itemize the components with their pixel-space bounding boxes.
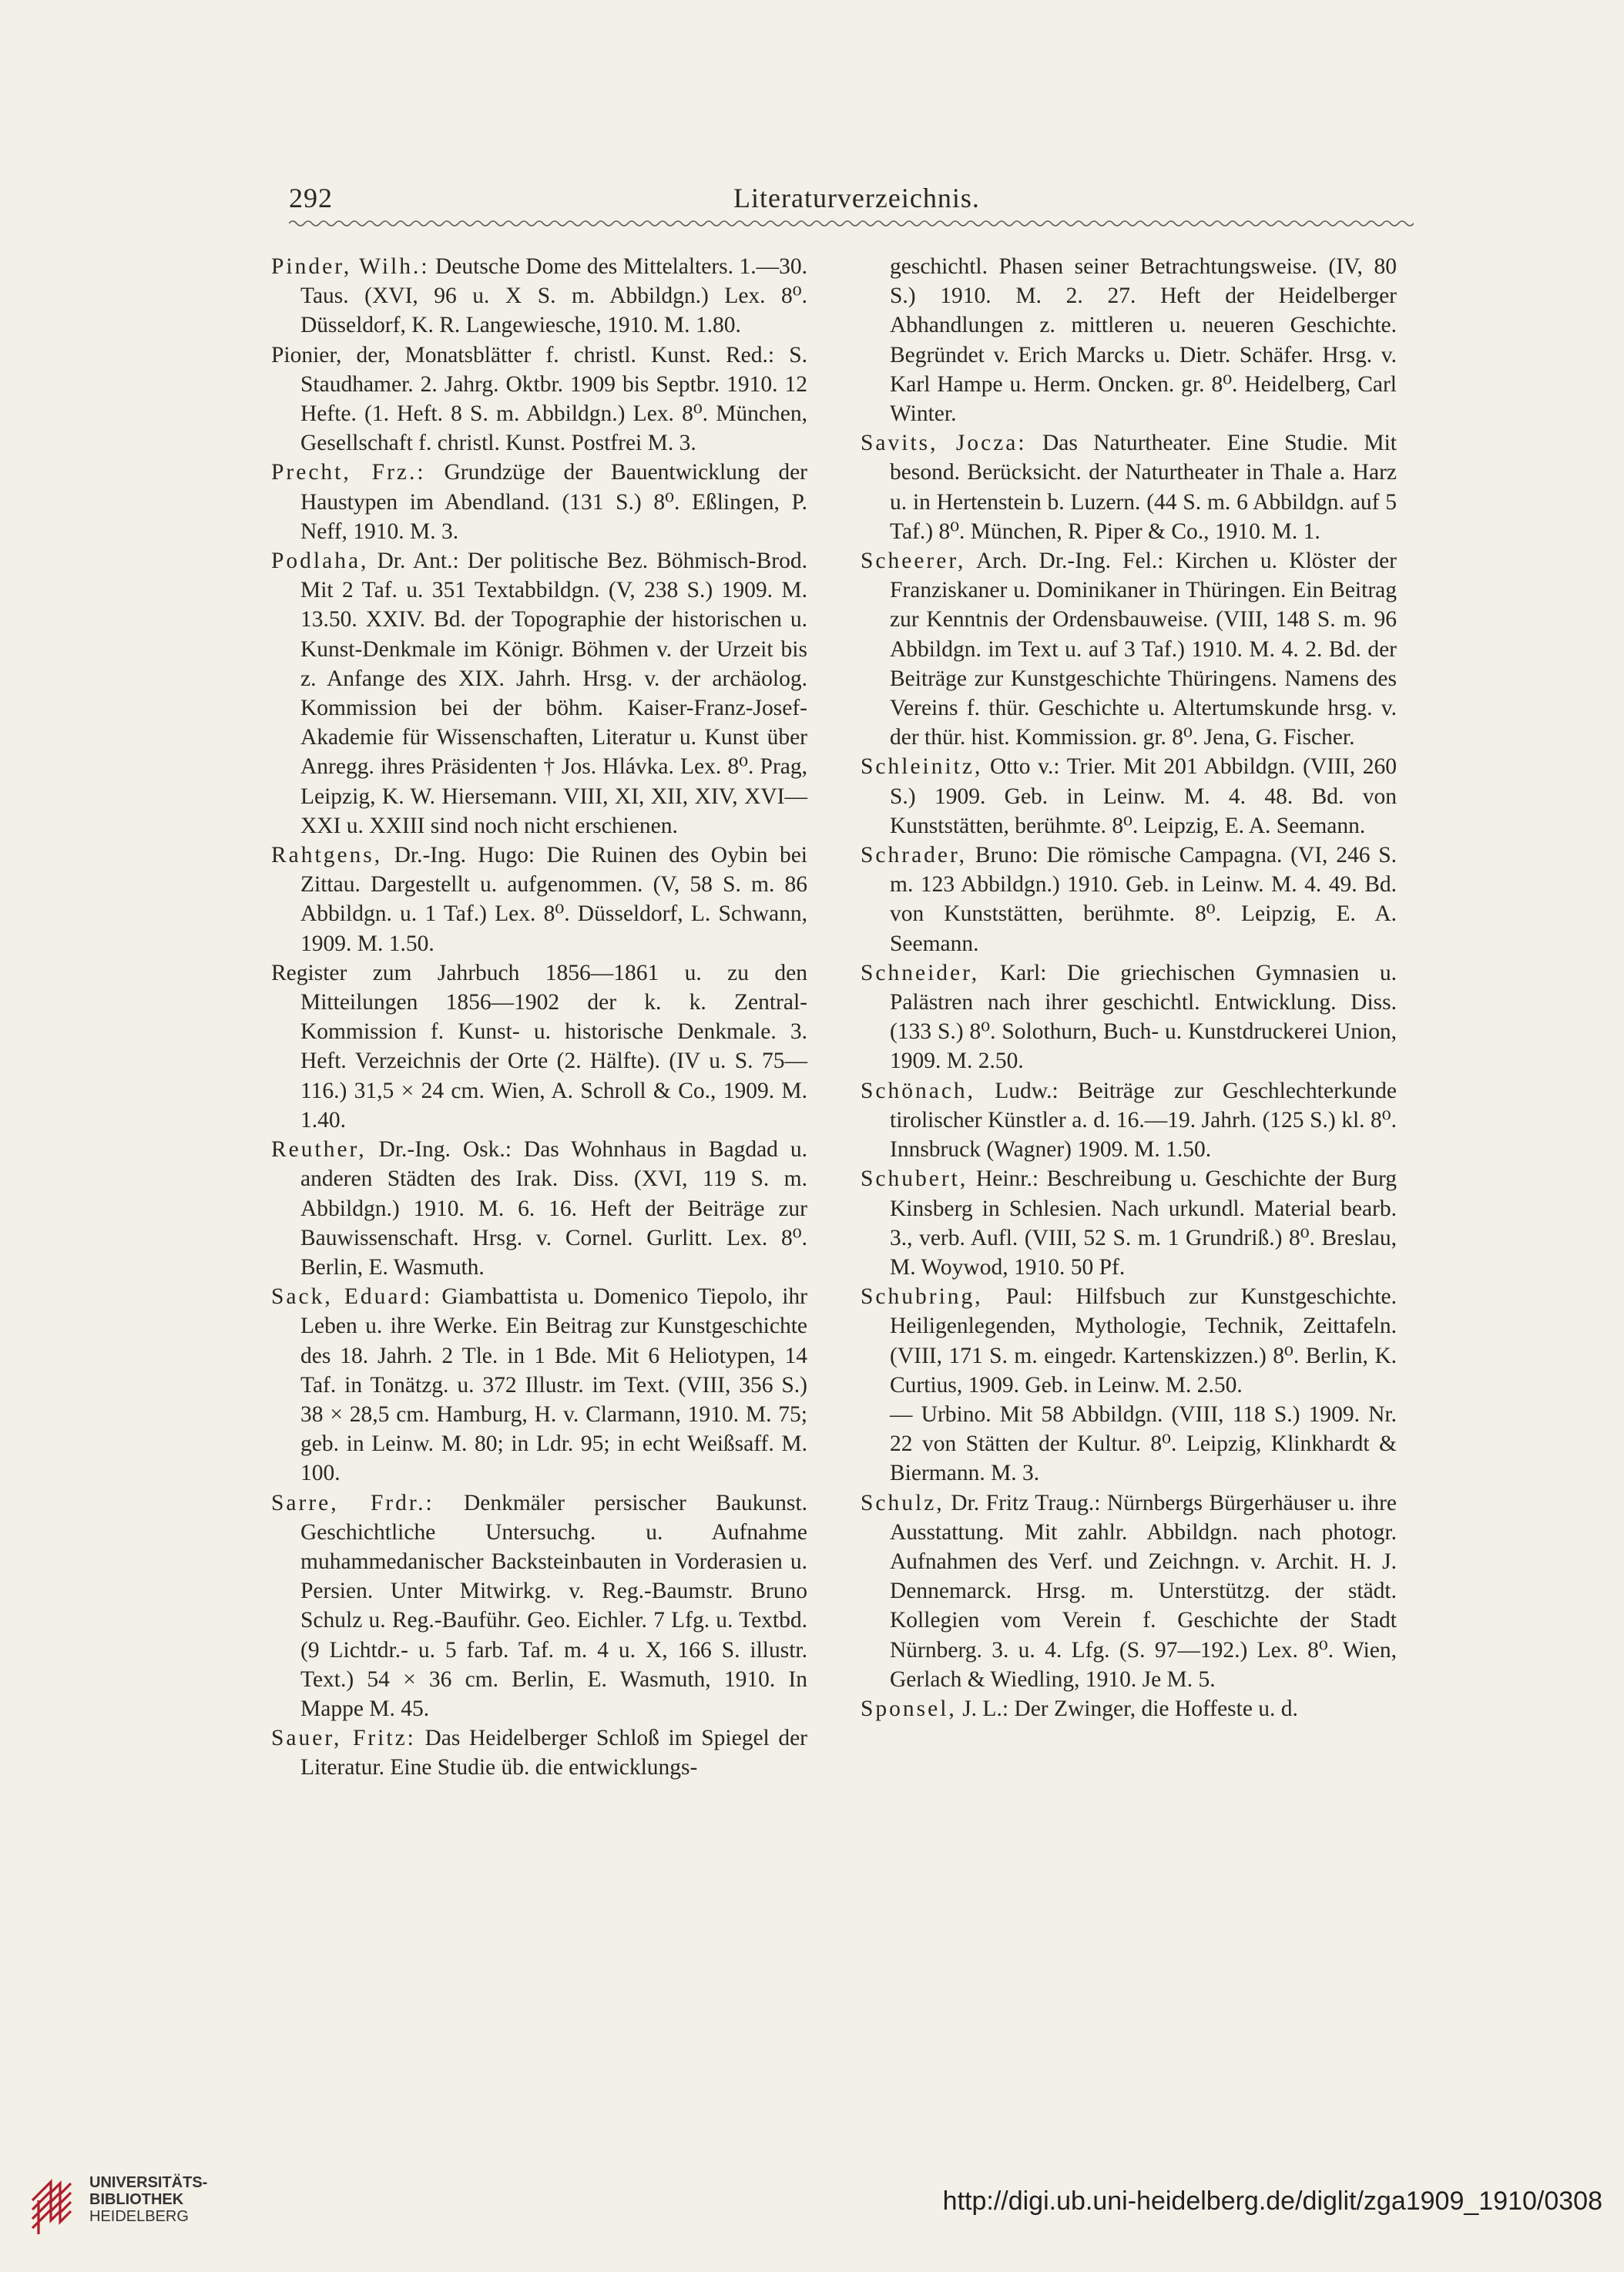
- library-name-line1: UNIVERSITÄTS-: [89, 2174, 208, 2191]
- university-library-logo-icon: [28, 2170, 79, 2239]
- entry-text: Bruno: Die römische Campagna. (VI, 246 S. m. 123 Abbildgn.) 1910. Geb. in Leinw. M. 4. 49. Bd. von Kunststätten, berühmte. 8⁰. Leipzig, E. A. Seemann.: [890, 843, 1397, 956]
- entry-text: Otto v.: Trier. Mit 201 Abbildgn. (VIII, 260 S.) 1909. Geb. in Leinw. M. 4. 48. Bd. von Kunststätten, berühmte. 8⁰. Leipzig, E. A. Seemann.: [890, 754, 1397, 838]
- entry-text: Ludw.: Beiträge zur Geschlechterkunde tirolischer Künstler a. d. 16.—19. Jahrh. (125 S.) kl. 8⁰. Innsbruck (Wagner) 1909. M. 1.50.: [890, 1078, 1397, 1163]
- bibliography-entry: [861, 841, 1397, 958]
- bibliography-entry: [271, 841, 807, 958]
- entry-text: Dr. Ant.: Der politische Bez. Böhmisch-Brod. Mit 2 Taf. u. 351 Textabbildgn. (V, 238 S.) 1909. M. 13.50. XXIV. Bd. der Topographie der historischen u. Kunst-Denkmale im Königr. Böhmen v. der Urzeit bis z. Anfange des XIX. Jahrh. Hrsg. v. der archäolog. Kommission bei der böhm. Kaiser-Franz-Josef-Akademie für Wissenschaften, Literatur u. Kunst über Anregg. ihres Präsidenten † Jos. Hlávka. Lex. 8⁰. Prag, Leipzig, K. W. Hiersemann. VIII, XI, XII, XIV, XVI—XXI u. XXIII sind noch nicht erschienen.: [300, 549, 807, 838]
- library-name-line2: BIBLIOTHEK: [89, 2191, 184, 2208]
- left-column: [271, 252, 807, 1783]
- bibliography-entry: [271, 458, 807, 546]
- entry-author: Schneider,: [861, 960, 980, 985]
- bibliography-entry: [861, 752, 1397, 841]
- bibliography-entry: [271, 958, 807, 1135]
- entry-author: Schubring,: [861, 1284, 983, 1310]
- entry-text: Dr. Fritz Traug.: Nürnbergs Bürgerhäuser u. ihre Ausstattung. Mit zahlr. Abbildgn. nach photogr. Aufnahmen des Verf. und Zeichngn. v. Archit. H. J. Dennemarck. Hrsg. m. Unterstützg. der städt. Kollegien vom Verein f. Geschichte der Stadt Nürnberg. 3. u. 4. Lfg. (S. 97—192.) Lex. 8⁰. Wien, Gerlach & Wiedling, 1910. Je M. 5.: [890, 1490, 1397, 1692]
- library-name: [89, 2174, 207, 2225]
- right-column: [861, 252, 1397, 1723]
- entry-text: geschichtl. Phasen seiner Betrachtungsweise. (IV, 80 S.) 1910. M. 2. 27. Heft der Heidelberger Abhandlungen z. mittleren u. neueren Geschichte. Begründet v. Erich Marcks u. Dietr. Schäfer. Hrsg. v. Karl Hampe u. Herm. Oncken. gr. 8⁰. Heidelberg, Carl Winter.: [890, 254, 1397, 427]
- entry-text: Heinr.: Beschreibung u. Geschichte der Burg Kinsberg in Schlesien. Nach urkundl. Material bearb. 3., verb. Aufl. (VIII, 52 S. m. 1 Grundriß.) 8⁰. Breslau, M. Woywod, 1910. 50 Pf.: [890, 1166, 1397, 1280]
- bibliography-entry: [271, 341, 807, 458]
- page-number: 292: [289, 183, 333, 213]
- bibliography-entry: [861, 252, 1397, 428]
- bibliography-entry: [861, 1400, 1397, 1488]
- entry-author: Sack, Eduard:: [271, 1284, 433, 1310]
- entry-text: Das Naturtheater. Eine Studie. Mit besond. Berücksicht. der Naturtheater in Thale a. Harz u. in Hertenstein b. Luzern. (44 S. m. 6 Abbildgn. auf 5 Taf.) 8⁰. München, R. Piper & Co., 1910. M. 1.: [890, 431, 1397, 544]
- entry-text: Arch. Dr.-Ing. Fel.: Kirchen u. Klöster der Franziskaner u. Dominikaner in Thüringen. Ein Beitrag zur Kenntnis der Ordensbauweise. (VIII, 148 S. m. 96 Abbildgn. im Text u. auf 3 Taf.) 1910. M. 4. 2. Bd. der Beiträge zur Kunstgeschichte Thüringens. Namens des Vereins f. thür. Geschichte u. Altertumskunde hrsg. v. der thür. hist. Kommission. gr. 8⁰. Jena, G. Fischer.: [890, 549, 1397, 750]
- entry-author: Schönach,: [861, 1078, 976, 1103]
- entry-author: Precht, Frz.:: [271, 460, 426, 485]
- entry-author: Schleinitz,: [861, 754, 983, 780]
- bibliography-entry: [271, 546, 807, 841]
- bibliography-entry: [861, 1076, 1397, 1165]
- bibliography-entry: [861, 1488, 1397, 1694]
- entry-text: J. L.: Der Zwinger, die Hoffeste u. d.: [956, 1696, 1298, 1721]
- source-url-link[interactable]: http://digi.ub.uni-heidelberg.de/diglit/zga1909_1910/0308: [942, 2186, 1602, 2216]
- entry-author: Sauer, Fritz:: [271, 1726, 416, 1751]
- entry-text: Register zum Jahrbuch 1856—1861 u. zu den Mitteilungen 1856—1902 der k. k. Zentral-Kommission f. Kunst- u. historische Denkmale. 3. Heft. Verzeichnis der Orte (2. Hälfte). (IV u. S. 75—116.) 31,5 × 24 cm. Wien, A. Schroll & Co., 1909. M. 1.40.: [271, 960, 807, 1133]
- entry-text: Dr.-Ing. Osk.: Das Wohnhaus in Bagdad u. anderen Städten des Irak. Diss. (XVI, 119 S. m. Abbildgn.) 1910. M. 6. 16. Heft der Beiträge zur Bauwissenschaft. Hrsg. v. Cornel. Gurlitt. Lex. 8⁰. Berlin, E. Wasmuth.: [300, 1137, 807, 1280]
- entry-text: Denkmäler persischer Baukunst. Geschichtliche Untersuchg. u. Aufnahme muhammedanischer Backsteinbauten in Vorderasien u. Persien. Unter Mitwirkg. v. Reg.-Baumstr. Bruno Schulz u. Reg.-Bauführ. Geo. Eichler. 7 Lfg. u. Textbd. (9 Lichtdr.- u. 5 farb. Taf. m. 4 u. X, 166 S. illustr. Text.) 54 × 36 cm. Berlin, E. Wasmuth, 1910. In Mappe M. 45.: [300, 1490, 807, 1721]
- entry-text: Dr.-Ing. Hugo: Die Ruinen des Oybin bei Zittau. Dargestellt u. aufgenommen. (V, 58 S. m. 86 Abbildgn. u. 1 Taf.) Lex. 8⁰. Düsseldorf, L. Schwann, 1909. M. 1.50.: [300, 843, 807, 956]
- bibliography-entry: [271, 1282, 807, 1488]
- entry-text: Deutsche Dome des Mittelalters. 1.—30. Taus. (XVI, 96 u. X S. m. Abbildgn.) Lex. 8⁰. Düsseldorf, K. R. Langewiesche, 1910. M. 1.80.: [300, 254, 807, 338]
- bibliography-entry: [271, 1135, 807, 1282]
- running-head: Literaturverzeichnis.: [733, 183, 980, 213]
- entry-author: Reuther,: [271, 1137, 367, 1163]
- entry-author: Savits, Jocza:: [861, 431, 1027, 456]
- entry-author: Rahtgens,: [271, 843, 383, 868]
- bibliography-entry: [861, 1694, 1397, 1723]
- bibliography-entry: [271, 1488, 807, 1724]
- bibliography-entry: [271, 1723, 807, 1782]
- bibliography-entry: [861, 1164, 1397, 1282]
- entry-author: Scheerer,: [861, 549, 966, 574]
- bibliography-entry: [861, 546, 1397, 752]
- entry-text: Grundzüge der Bauentwicklung der Haustypen im Abendland. (131 S.) 8⁰. Eßlingen, P. Neff, 1910. M. 3.: [300, 460, 807, 544]
- entry-text: Pionier, der, Monatsblätter f. christl. Kunst. Red.: S. Staudhamer. 2. Jahrg. Oktbr. 1909 bis Septbr. 1910. 12 Hefte. (1. Heft. 8 S. m. Abbildgn.) Lex. 8⁰. München, Gesellschaft f. christl. Kunst. Postfrei M. 3.: [271, 342, 807, 456]
- entry-text: Giambattista u. Domenico Tiepolo, ihr Leben u. ihre Werke. Ein Beitrag zur Kunstgeschichte des 18. Jahrh. 2 Tle. in 1 Bde. Mit 6 Heliotypen, 14 Taf. in Tonätzg. u. 372 Illustr. im Text. (VIII, 356 S.) 38 × 28,5 cm. Hamburg, H. v. Clarmann, 1910. M. 75; geb. in Leinw. M. 80; in Ldr. 95; in echt Weißsaff. M. 100.: [300, 1284, 807, 1486]
- entry-author: Schrader,: [861, 843, 968, 868]
- wavy-rule: [289, 217, 1414, 230]
- entry-author: Schubert,: [861, 1166, 968, 1192]
- bibliography-entry: [271, 252, 807, 341]
- entry-text: Das Heidelberger Schloß im Spiegel der Literatur. Eine Studie üb. die entwicklungs-: [300, 1726, 807, 1780]
- entry-author: Sarre, Frdr.:: [271, 1490, 435, 1515]
- entry-author: Sponsel,: [861, 1696, 957, 1721]
- entry-author: Podlaha,: [271, 549, 369, 574]
- library-name-line3: HEIDELBERG: [89, 2208, 189, 2225]
- entry-author: Pinder, Wilh.:: [271, 254, 430, 279]
- entry-text: — Urbino. Mit 58 Abbildgn. (VIII, 118 S.) 1909. Nr. 22 von Stätten der Kultur. 8⁰. Leipzig, Klinkhardt & Biermann. M. 3.: [890, 1401, 1397, 1486]
- entry-author: Schulz,: [861, 1490, 945, 1515]
- entry-text: Karl: Die griechischen Gymnasien u. Palästren nach ihrer geschichtl. Entwicklung. Diss. (133 S.) 8⁰. Solothurn, Buch- u. Kunstdruckerei Union, 1909. M. 2.50.: [890, 960, 1397, 1074]
- bibliography-entry: [861, 428, 1397, 546]
- entry-text: Paul: Hilfsbuch zur Kunstgeschichte. Heiligenlegenden, Mythologie, Technik, Zeittafeln. (VIII, 171 S. m. eingedr. Kartenskizzen.) 8⁰. Berlin, K. Curtius, 1909. Geb. in Leinw. M. 2.50.: [890, 1284, 1397, 1398]
- bibliography-entry: [861, 958, 1397, 1076]
- bibliography-entry: [861, 1282, 1397, 1400]
